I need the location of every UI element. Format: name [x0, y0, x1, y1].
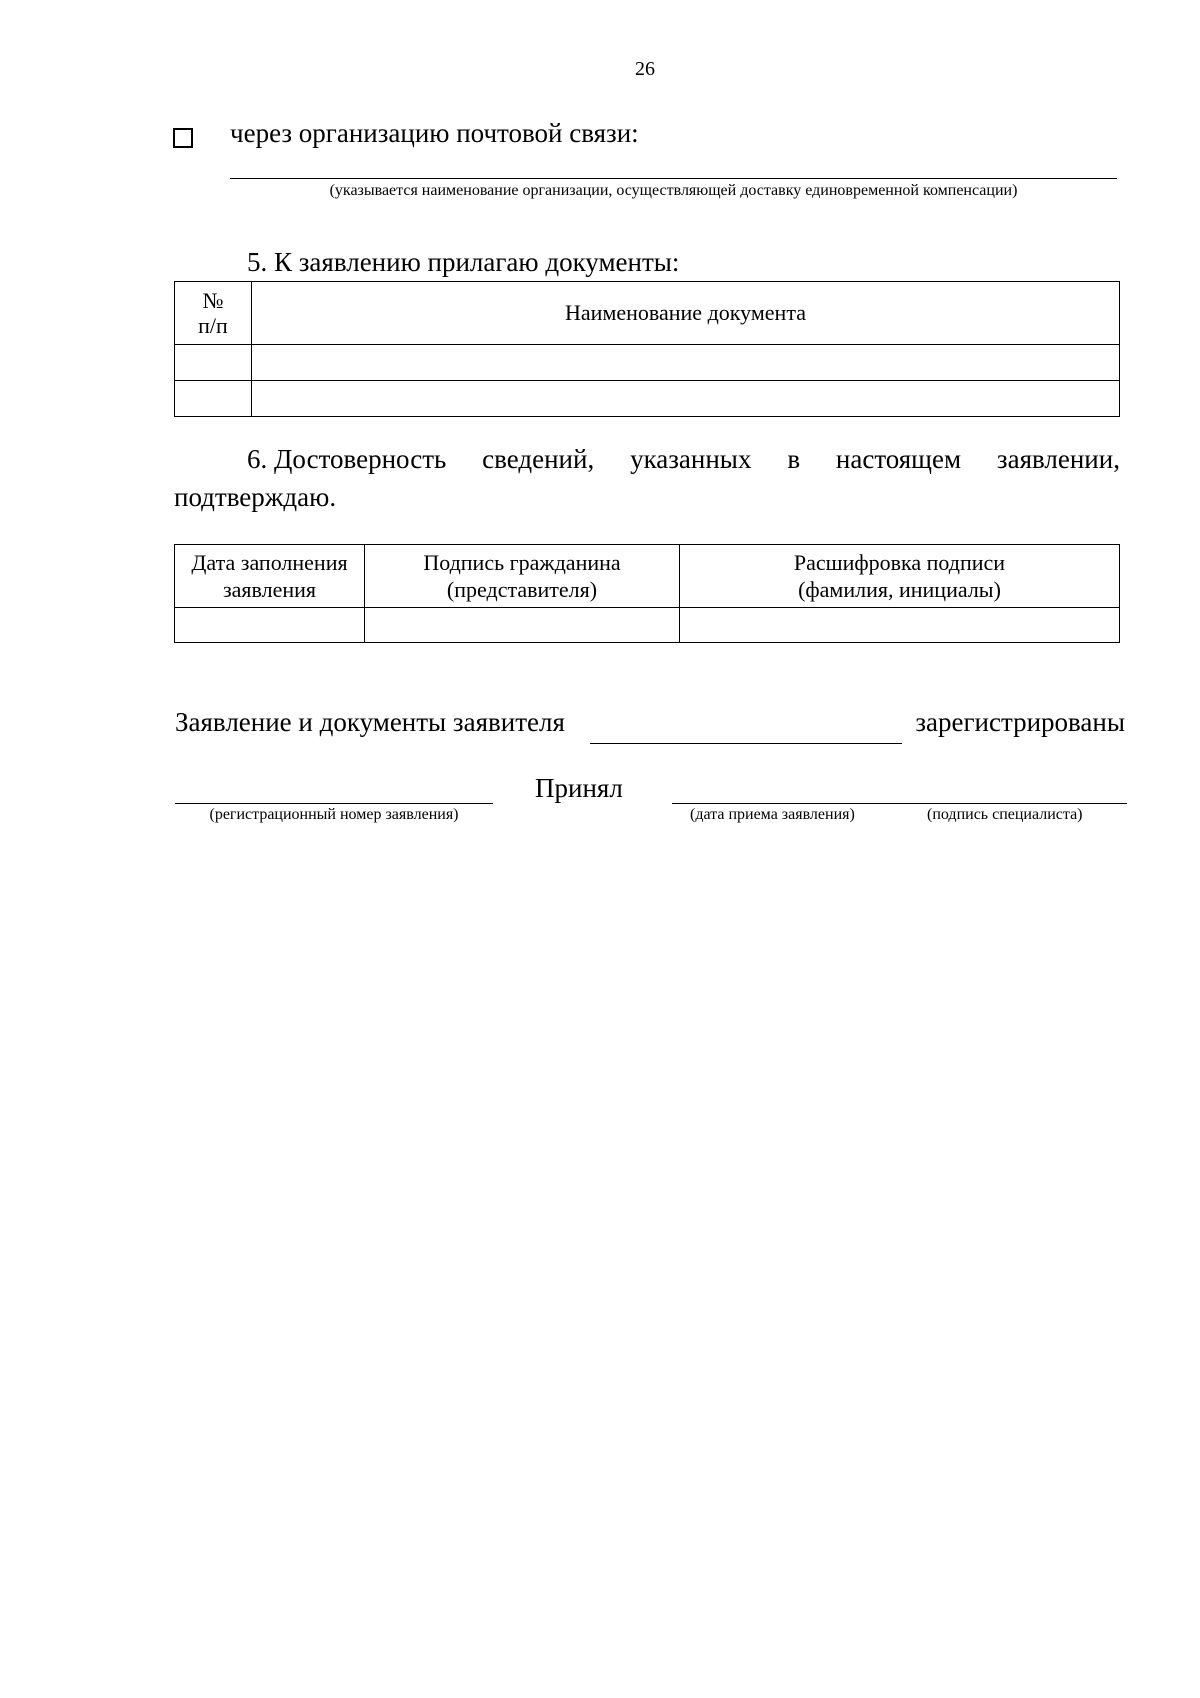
signature-decode-cell[interactable] [680, 608, 1120, 643]
section6-word: заявлении, [996, 444, 1120, 474]
postal-delivery-label: через организацию почтовой связи: [230, 118, 639, 148]
registration-number-field[interactable] [175, 803, 493, 804]
table-row [175, 345, 1120, 381]
section6-word: указанных [630, 444, 752, 474]
document-name-cell[interactable] [252, 381, 1120, 417]
col-header-number [175, 282, 252, 345]
table-row [175, 381, 1120, 417]
accepted-label: Принял [535, 773, 623, 803]
col-header-number-line2: п/п [198, 313, 228, 338]
col-header-signature-line2: (представителя) [446, 577, 598, 602]
document-number-cell[interactable] [175, 345, 252, 381]
documents-table [174, 281, 1120, 417]
col-header-document-name: Наименование документа [252, 282, 1120, 345]
col-header-signature-decode [680, 545, 1120, 608]
fill-date-cell[interactable] [175, 608, 365, 643]
col-header-signature [365, 545, 680, 608]
col-header-number-line1: № [202, 288, 224, 313]
col-header-signature-decode-line1: Расшифровка подписи [793, 550, 1006, 575]
applicant-field[interactable] [590, 743, 902, 744]
section6-word: сведений, [482, 444, 595, 474]
postal-delivery-checkbox[interactable] [173, 128, 193, 148]
page-number: 26 [635, 58, 655, 80]
col-header-fill-date-line1: Дата заполнения [191, 550, 348, 575]
col-header-signature-line1: Подпись гражданина [423, 550, 621, 575]
signature-table-header [175, 545, 1120, 608]
documents-table-header [175, 282, 1120, 345]
postal-organization-hint: (указывается наименование организации, осуществляющей доставку единовременной компенсации) [329, 182, 1018, 199]
acceptance-date-signature-field[interactable] [672, 803, 1127, 804]
col-header-fill-date-line2: заявления [222, 577, 317, 602]
section6-word: настоящем [835, 444, 962, 474]
postal-organization-field[interactable] [230, 178, 1117, 179]
section5-title: 5. К заявлению прилагаю документы: [247, 247, 680, 277]
table-row [175, 608, 1120, 643]
col-header-signature-decode-line2: (фамилия, инициалы) [798, 577, 1001, 602]
registration-label: Заявление и документы заявителя [175, 707, 565, 737]
specialist-signature-hint: (подпись специалиста) [927, 806, 1083, 823]
section6-statement [174, 444, 1120, 475]
section6-word: в [787, 444, 801, 474]
acceptance-date-hint: (дата приема заявления) [690, 806, 855, 823]
document-number-cell[interactable] [175, 381, 252, 417]
registration-number-hint: (регистрационный номер заявления) [209, 806, 459, 823]
signature-cell[interactable] [365, 608, 680, 643]
registration-status: зарегистрированы [915, 707, 1125, 737]
document-name-cell[interactable] [252, 345, 1120, 381]
section6-word: 6. Достоверность [247, 444, 447, 474]
col-header-fill-date [175, 545, 365, 608]
signature-table [174, 544, 1120, 643]
section6-statement-end: подтверждаю. [174, 482, 337, 512]
